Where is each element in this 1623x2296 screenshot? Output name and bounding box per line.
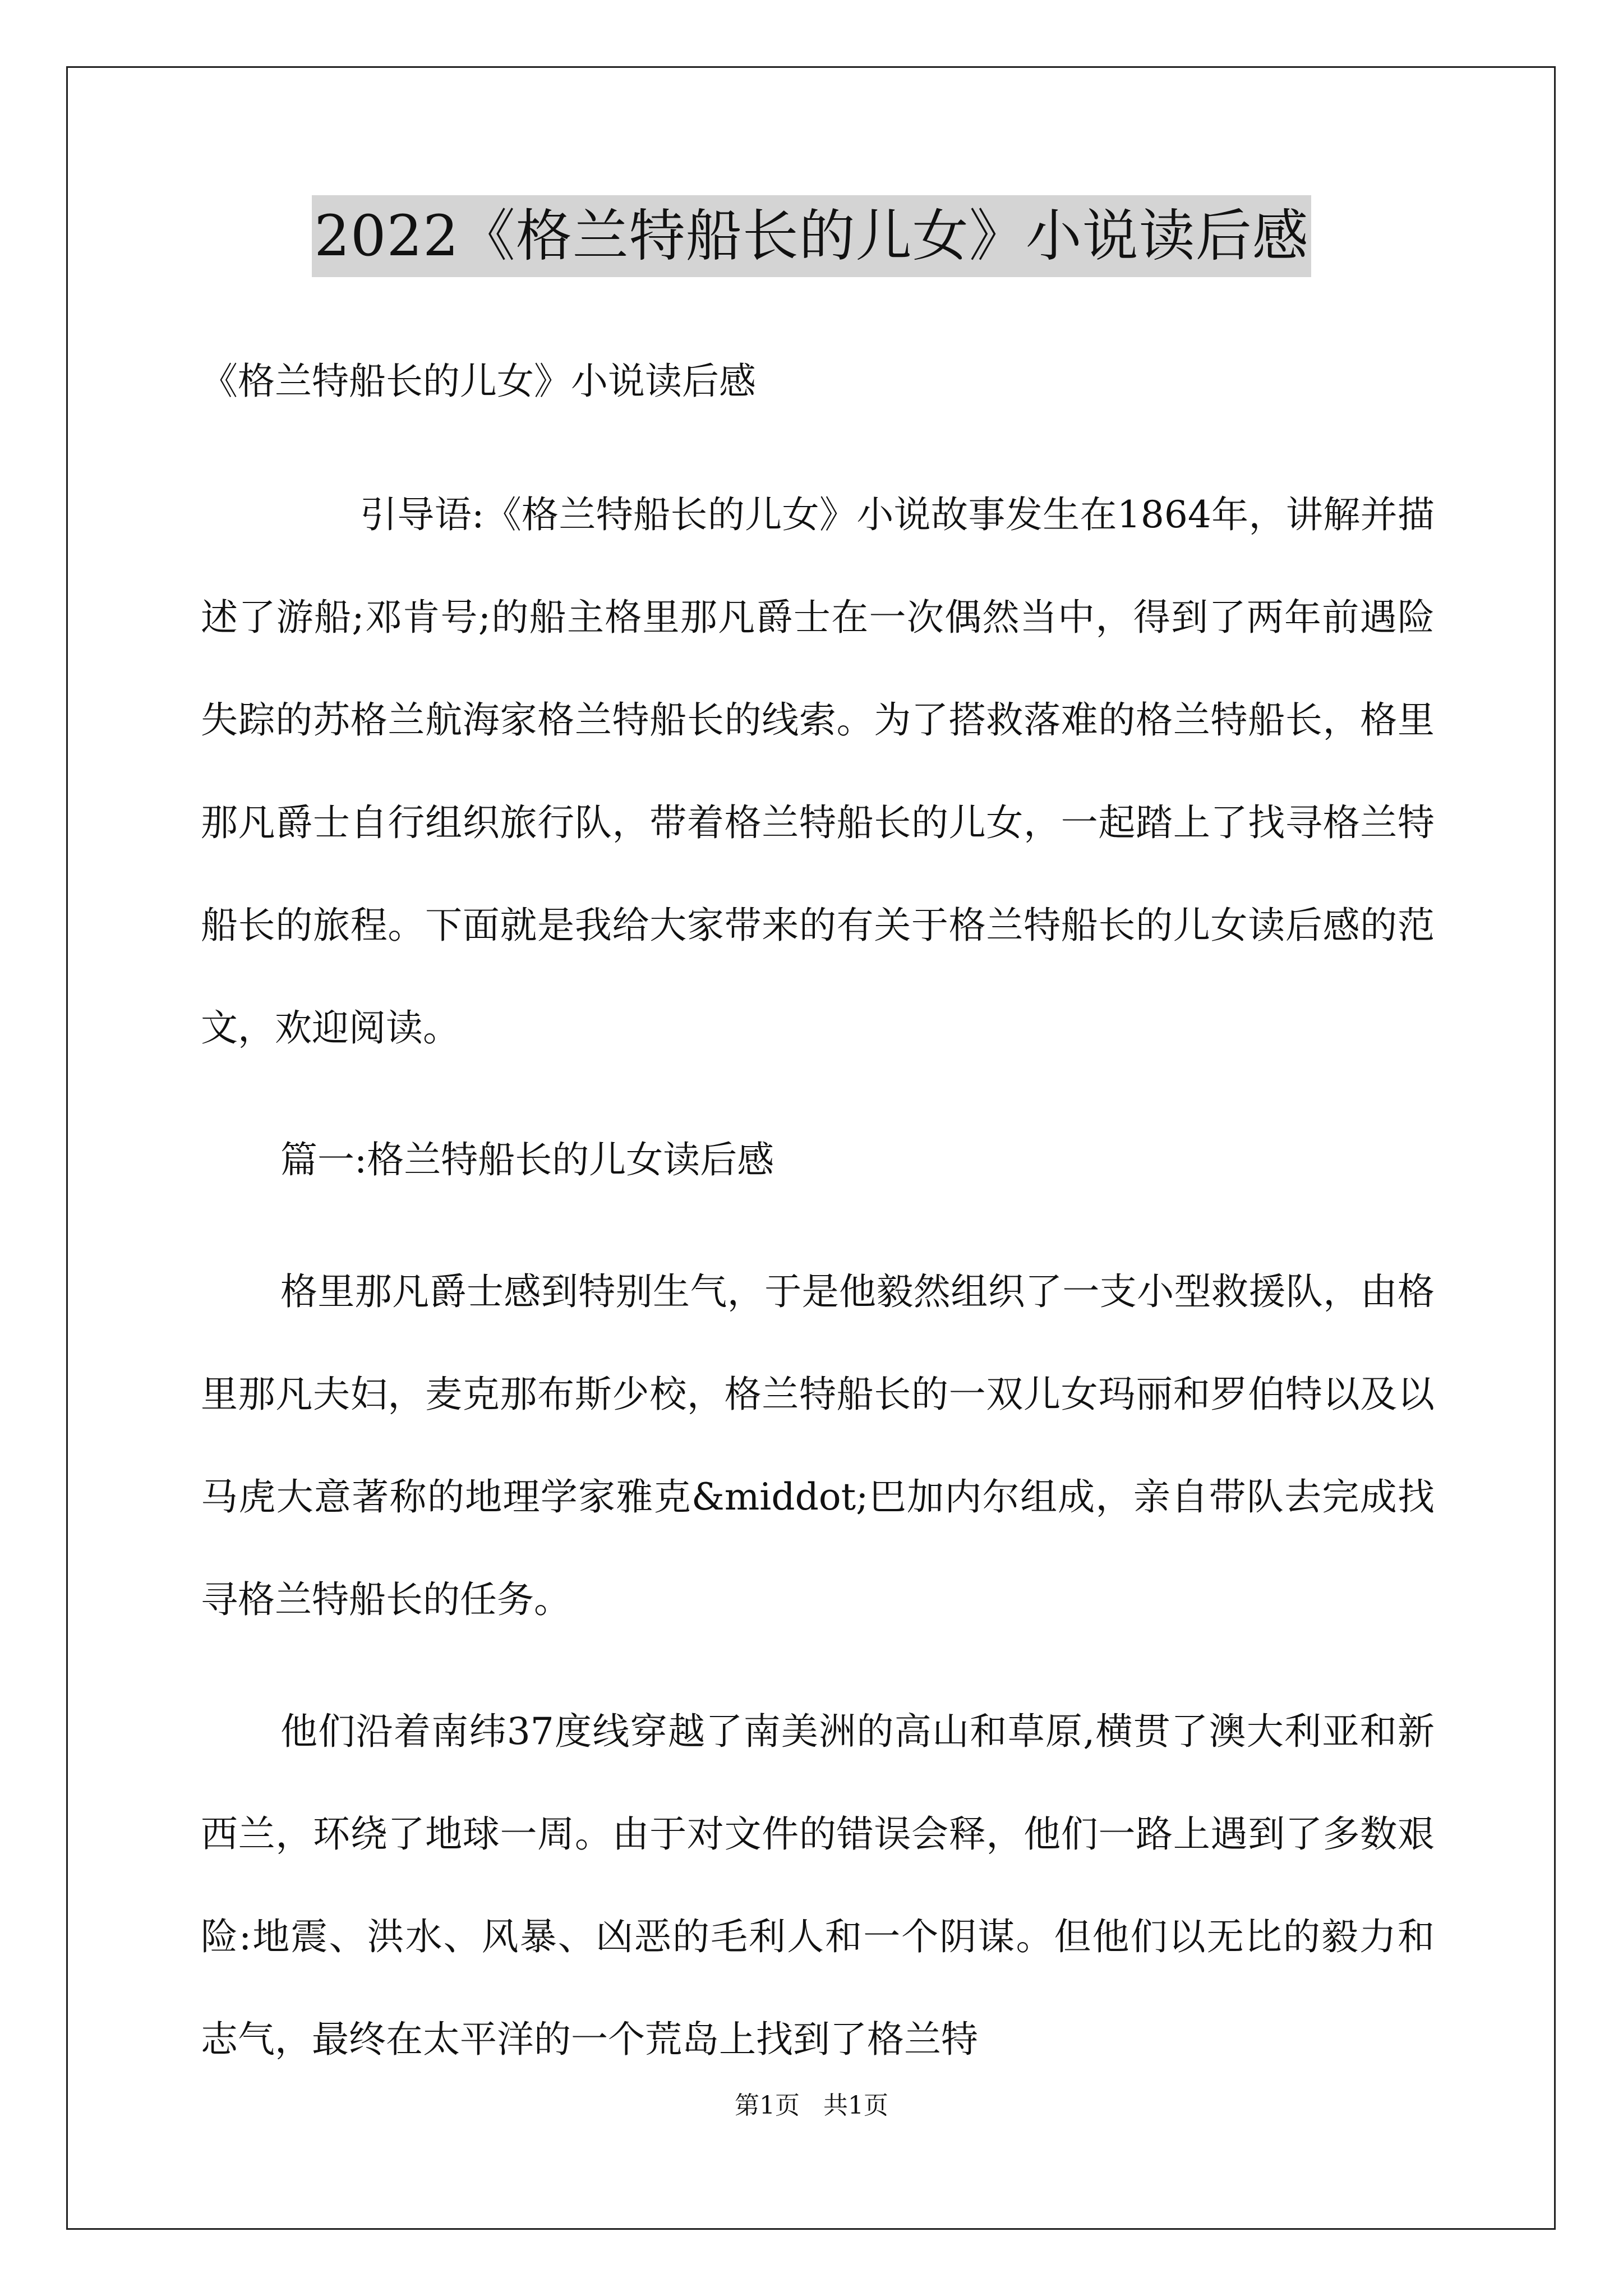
document-title: 2022《格兰特船长的儿女》小说读后感 [312,195,1311,277]
body-paragraph: 他们沿着南纬37度线穿越了南美洲的高山和草原,横贯了澳大利亚和新西兰，环绕了地球一周。由于对文件的错误会释，他们一路上遇到了多数艰险:地震、洪水、风暴、凶恶的毛利人和一个阴谋。但他们以无比的毅力和志气，最终在太平洋的一个荒岛上找到了格兰特 [201,1710,1435,2061]
body-paragraph: 格里那凡爵士感到特别生气，于是他毅然组织了一支小型救援队，由格里那凡夫妇，麦克那布斯少校，格兰特船长的一双儿女玛丽和罗伯特以及以马虎大意著称的地理学家雅克&middot;巴加内尔组成，亲自带队去完成找寻格兰特船长的任务。 [201,1270,1435,1621]
section-heading: 篇一:格兰特船长的儿女读后感 [280,1138,774,1181]
intro-paragraph: 引导语:《格兰特船长的儿女》小说故事发生在1864年，讲解并描述了游船;邓肯号;的船主格里那凡爵士在一次偶然当中，得到了两年前遇险失踪的苏格兰航海家格兰特船长的线索。为了搭救落难的格兰特船长，格里那凡爵士自行组织旅行队，带着格兰特船长的儿女，一起踏上了找寻格兰特船长的旅程。下面就是我给大家带来的有关于格兰特船长的儿女读后感的范文，欢迎阅读。 [201,493,1435,1050]
page-number: 第1页 共1页 [735,2091,888,2120]
title-container [0,195,1623,277]
document-subtitle: 《格兰特船长的儿女》小说读后感 [201,360,756,403]
document-body [201,303,1435,2120]
